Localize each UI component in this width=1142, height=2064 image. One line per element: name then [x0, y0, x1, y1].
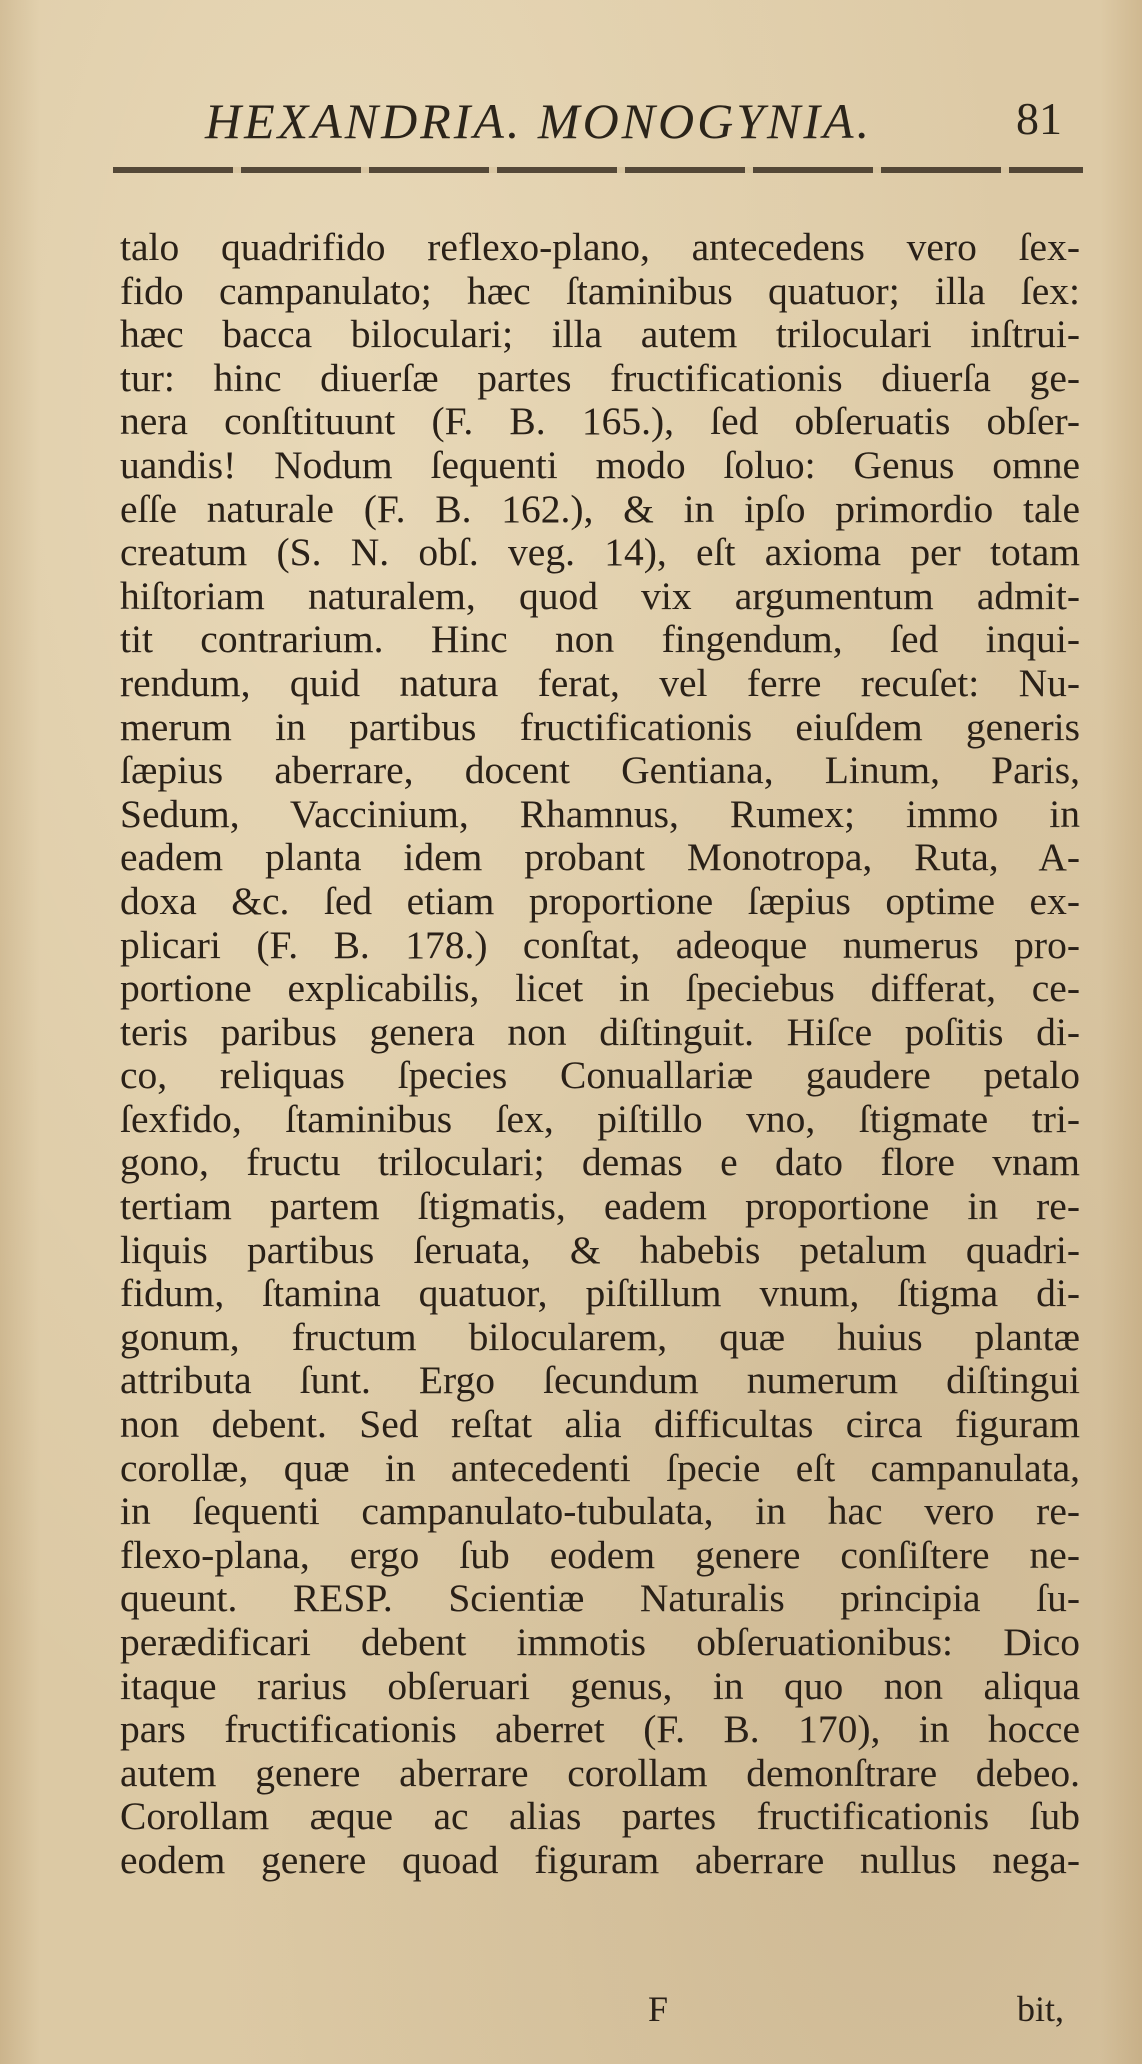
text-line: eſſe naturale (F. B. 162.), & in ipſo primordio tale: [120, 486, 1080, 531]
page-header: [205, 92, 1082, 152]
text-line: ſexfido, ſtaminibus ſex, piſtillo vno, ſtigmate tri-: [120, 1096, 1080, 1141]
text-line: flexo-plana, ergo ſub eodem genere conſiſtere ne-: [120, 1532, 1080, 1577]
text-line: perædificari debent immotis obſeruationibus: Dico: [120, 1620, 1080, 1664]
text-line: autem genere aberrare corollam demonſtrare debeo.: [120, 1750, 1080, 1795]
text-line: gonum, fructum bilocularem, quæ huius plantæ: [120, 1314, 1080, 1359]
text-line: plicari (F. B. 178.) conſtat, adeoque numerus pro-: [120, 922, 1080, 967]
text-line: merum in partibus fructificationis eiuſdem generis: [120, 704, 1080, 749]
text-line: rendum, quid natura ferat, vel ferre recuſet: Nu-: [120, 660, 1080, 705]
text-line: nera conſtituunt (F. B. 165.), ſed obſeruatis obſer-: [120, 399, 1080, 444]
text-line: creatum (S. N. obſ. veg. 14), eſt axioma per totam: [120, 530, 1080, 575]
text-line: corollæ, quæ in antecedenti ſpecie eſt campanulata,: [120, 1445, 1080, 1490]
text-line: uandis! Nodum ſequenti modo ſoluo: Genus omne: [120, 442, 1080, 487]
text-line: non debent. Sed reſtat alia difficultas circa figuram: [120, 1402, 1080, 1447]
text-line: talo quadrifido reflexo-plano, antecedens vero ſex-: [120, 225, 1080, 269]
text-line: attributa ſunt. Ergo ſecundum numerum diſtingui: [120, 1358, 1080, 1403]
text-line: hæc bacca biloculari; illa autem triloculari inſtrui-: [120, 312, 1080, 357]
text-line: liquis partibus ſeruata, & habebis petalum quadri-: [120, 1227, 1080, 1272]
text-line: pars fructificationis aberret (F. B. 170), in hocce: [120, 1707, 1080, 1752]
text-line: queunt. RESP. Scientiæ Naturalis principia ſu-: [120, 1576, 1080, 1621]
text-line: fidum, ſtamina quatuor, piſtillum vnum, ſtigma di-: [120, 1271, 1080, 1316]
text-line: ſæpius aberrare, docent Gentiana, Linum, Paris,: [120, 748, 1080, 793]
text-line: doxa &c. ſed etiam proportione ſæpius optime ex-: [120, 878, 1080, 923]
body-text: [120, 226, 1080, 1883]
text-line: teris paribus genera non diſtinguit. Hiſce poſitis di-: [120, 1009, 1080, 1054]
text-line: co, reliquas ſpecies Conuallariæ gaudere petalo: [120, 1053, 1080, 1098]
signature-mark: F: [648, 1989, 669, 2029]
text-line: portione explicabilis, licet in ſpeciebus differat, ce-: [120, 966, 1080, 1011]
text-line: fido campanulato; hæc ſtaminibus quatuor; illa ſex:: [120, 268, 1080, 313]
text-line: tertiam partem ſtigmatis, eadem proportione in re-: [120, 1184, 1080, 1229]
running-head: HEXANDRIA. MONOGYNIA.: [205, 93, 873, 149]
text-line: gono, fructu triloculari; demas e dato flore vnam: [120, 1140, 1080, 1185]
page-number: 81: [1016, 93, 1062, 144]
text-line: tit contrarium. Hinc non fingendum, ſed inqui-: [120, 617, 1080, 662]
text-line: hiſtoriam naturalem, quod vix argumentum admit-: [120, 573, 1080, 618]
header-rule: [113, 167, 1083, 173]
page-footer: [0, 1988, 1142, 2038]
text-line: itaque rarius obſeruari genus, in quo non aliqua: [120, 1663, 1080, 1708]
text-line: in ſequenti campanulato-tubulata, in hac vero re-: [120, 1489, 1080, 1534]
text-line: Corollam æque ac alias partes fructificationis ſub: [120, 1794, 1080, 1839]
text-line: eodem genere quoad figuram aberrare nullus nega-: [120, 1837, 1080, 1882]
text-line: eadem planta idem probant Monotropa, Ruta, A-: [120, 835, 1080, 880]
catchword: bit,: [1016, 1989, 1064, 2029]
text-line: tur: hinc diuerſæ partes fructificationis diuerſa ge-: [120, 355, 1080, 400]
text-line: Sedum, Vaccinium, Rhamnus, Rumex; immo in: [120, 791, 1080, 836]
